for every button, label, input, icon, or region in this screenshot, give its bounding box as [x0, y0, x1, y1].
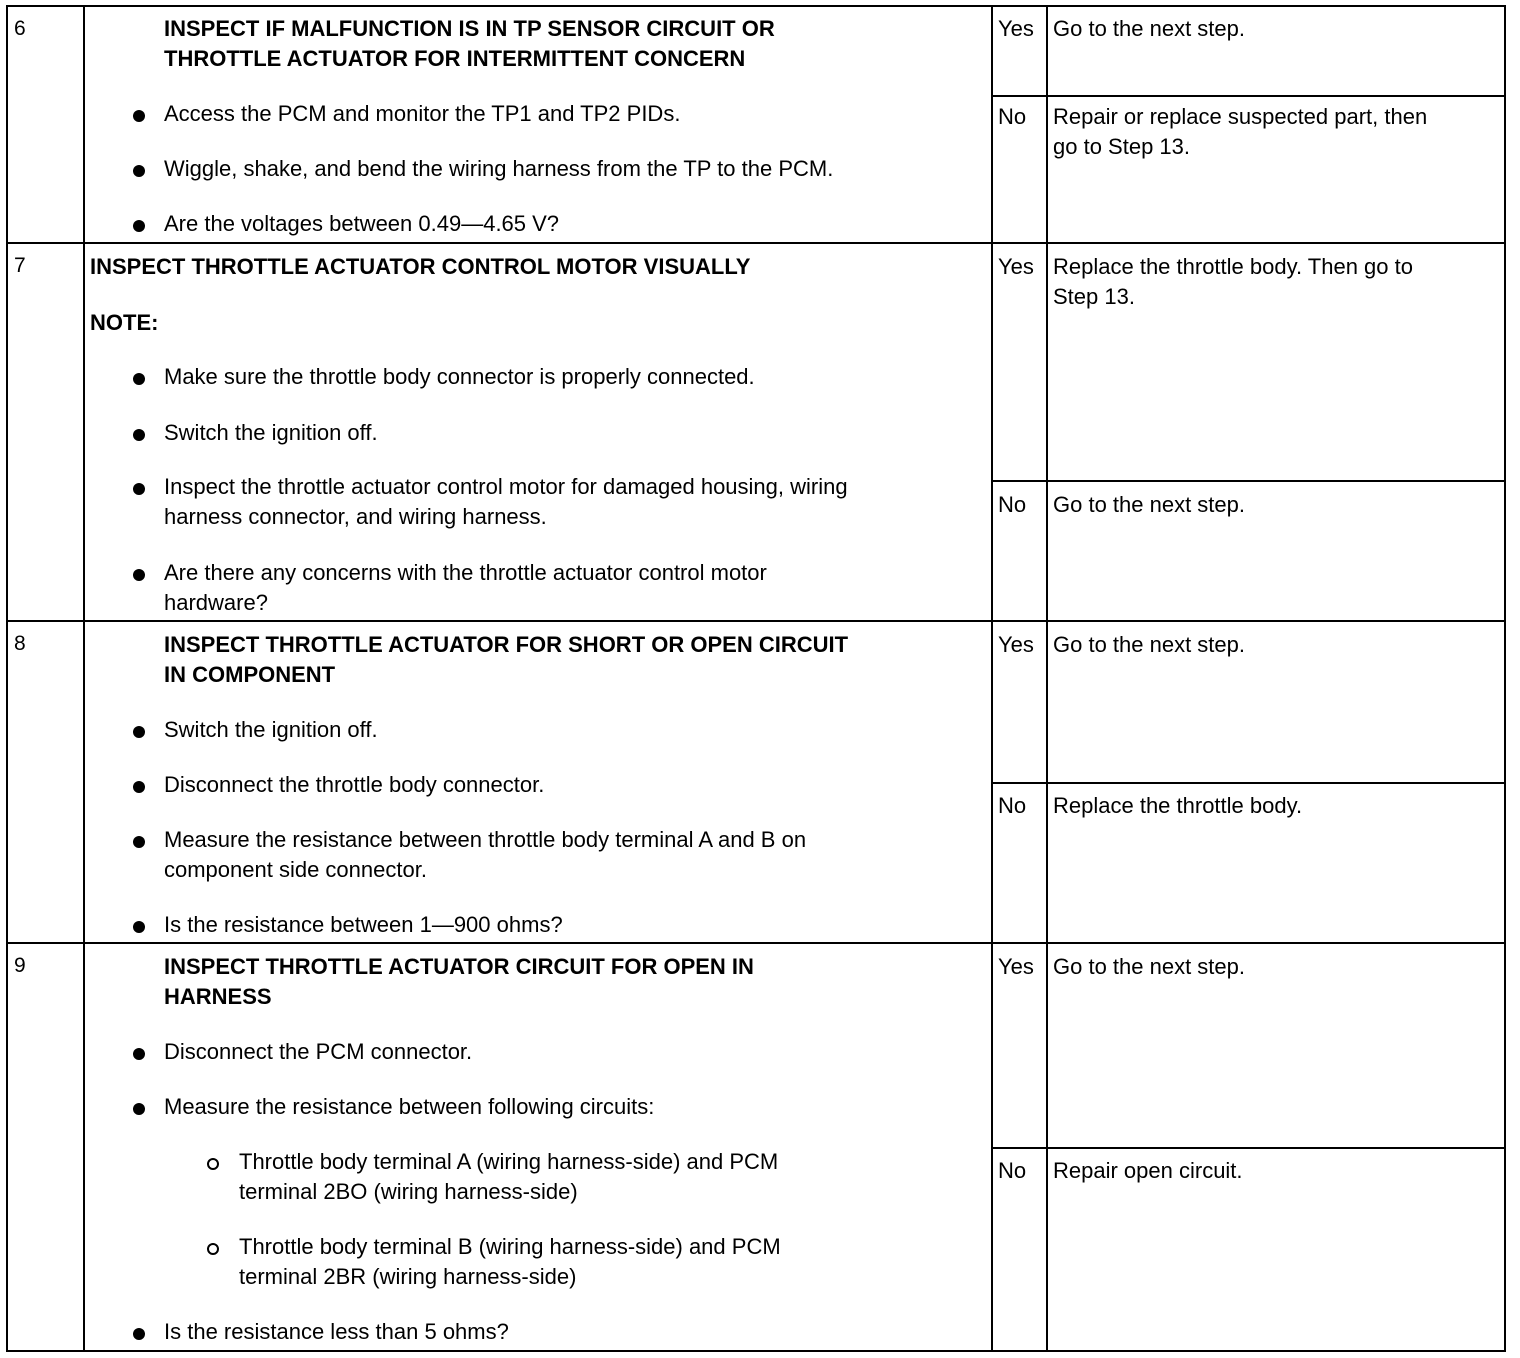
step-row-6 — [8, 7, 1504, 244]
bullet-icon — [133, 836, 145, 848]
step-heading-line: THROTTLE ACTUATOR FOR INTERMITTENT CONCERN — [164, 46, 746, 71]
step-instruction: Wiggle, shake, and bend the wiring harness from the TP to the PCM. — [164, 156, 834, 181]
step-heading-line: INSPECT THROTTLE ACTUATOR FOR SHORT OR OPEN CIRCUIT — [164, 632, 849, 657]
no-result: Repair open circuit. — [1053, 1158, 1243, 1183]
no-result: Replace the throttle body. — [1053, 793, 1303, 818]
step-heading-line: INSPECT THROTTLE ACTUATOR CIRCUIT FOR OPEN IN — [164, 954, 754, 979]
step-instruction: Disconnect the throttle body connector. — [164, 772, 545, 797]
sub-instruction-line: Throttle body terminal A (wiring harness-side) and PCM — [239, 1149, 779, 1174]
step-heading-line: INSPECT IF MALFUNCTION IS IN TP SENSOR CIRCUIT OR — [164, 16, 775, 41]
step-instruction-line: Inspect the throttle actuator control motor for damaged housing, wiring — [164, 474, 848, 499]
step-instruction: Access the PCM and monitor the TP1 and TP2 PIDs. — [164, 101, 681, 126]
step-heading-line: IN COMPONENT — [164, 662, 336, 687]
bullet-icon — [133, 165, 145, 177]
sub-instruction-line: terminal 2BR (wiring harness-side) — [239, 1264, 577, 1289]
step-instruction-line: harness connector, and wiring harness. — [164, 504, 547, 529]
bullet-icon — [133, 110, 145, 122]
step-question-line: hardware? — [164, 590, 268, 615]
yes-result: Go to the next step. — [1053, 954, 1246, 979]
bullet-icon — [133, 1048, 145, 1060]
step-row-8 — [8, 620, 1504, 944]
step-heading-line: HARNESS — [164, 984, 272, 1009]
bullet-icon — [133, 373, 145, 385]
yes-result: Go to the next step. — [1053, 16, 1246, 41]
sub-instruction-line: terminal 2BO (wiring harness-side) — [239, 1179, 578, 1204]
step-number: 9 — [14, 954, 26, 977]
bullet-icon — [133, 921, 145, 933]
bullet-icon — [133, 569, 145, 581]
no-label: No — [998, 492, 1027, 517]
step-instruction: Switch the ignition off. — [164, 717, 378, 742]
step-question: Is the resistance between 1—900 ohms? — [164, 912, 563, 937]
no-label: No — [998, 104, 1027, 129]
sub-instruction-line: Throttle body terminal B (wiring harness-side) and PCM — [239, 1234, 781, 1259]
step-number: 8 — [14, 632, 26, 655]
note-label: NOTE: — [90, 310, 159, 335]
step-instruction-line: component side connector. — [164, 857, 427, 882]
no-label: No — [998, 793, 1027, 818]
yes-label: Yes — [998, 632, 1034, 657]
step-row-9 — [8, 942, 1504, 1350]
yes-label: Yes — [998, 254, 1034, 279]
step-instruction: Switch the ignition off. — [164, 420, 378, 445]
step-number: 7 — [14, 254, 26, 277]
step-question: Are the voltages between 0.49—4.65 V? — [164, 211, 560, 236]
no-label: No — [998, 1158, 1027, 1183]
sub-bullet-icon — [207, 1158, 219, 1170]
step-instruction-line: Measure the resistance between throttle body terminal A and B on — [164, 827, 807, 852]
bullet-icon — [133, 1328, 145, 1340]
diagnostic-table — [6, 5, 1506, 1352]
step-question: Is the resistance less than 5 ohms? — [164, 1319, 509, 1344]
yes-result: Go to the next step. — [1053, 632, 1246, 657]
no-result: Go to the next step. — [1053, 492, 1246, 517]
step-heading: INSPECT THROTTLE ACTUATOR CONTROL MOTOR VISUALLY — [90, 254, 751, 279]
bullet-icon — [133, 781, 145, 793]
bullet-icon — [133, 220, 145, 232]
yes-label: Yes — [998, 16, 1034, 41]
yes-result-line: Step 13. — [1053, 284, 1135, 309]
step-instruction: Make sure the throttle body connector is properly connected. — [164, 364, 755, 389]
yes-result-line: Replace the throttle body. Then go to — [1053, 254, 1413, 279]
bullet-icon — [133, 483, 145, 495]
bullet-icon — [133, 429, 145, 441]
no-result-line: Repair or replace suspected part, then — [1053, 104, 1428, 129]
bullet-icon — [133, 726, 145, 738]
no-result-line: go to Step 13. — [1053, 134, 1190, 159]
sub-bullet-icon — [207, 1243, 219, 1255]
step-instruction: Disconnect the PCM connector. — [164, 1039, 473, 1064]
step-question-line: Are there any concerns with the throttle actuator control motor — [164, 560, 767, 585]
step-number: 6 — [14, 17, 26, 40]
step-instruction: Measure the resistance between following circuits: — [164, 1094, 655, 1119]
bullet-icon — [133, 1103, 145, 1115]
step-row-7 — [8, 242, 1504, 622]
yes-label: Yes — [998, 954, 1034, 979]
